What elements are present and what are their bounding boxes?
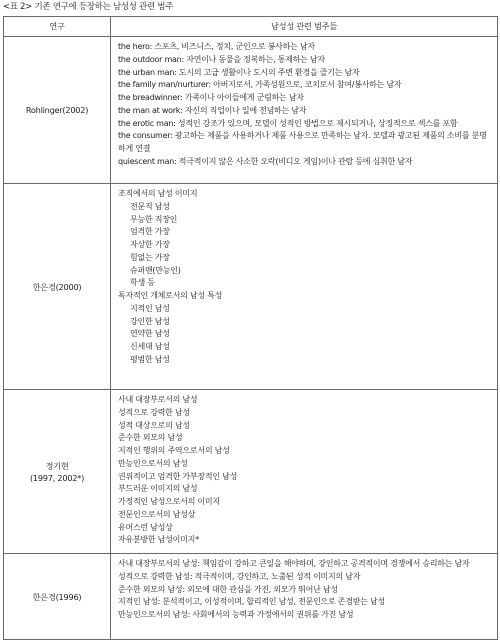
subcategory-item: 평범한 남성 <box>130 354 170 364</box>
study-cell <box>4 390 111 554</box>
subcategory-item: 무능한 직장인 <box>130 214 178 224</box>
category-item: the outdoor man: 자연이나 동물을 정복하는, 통제하는 남자 <box>118 54 325 64</box>
category-item: 사내 대장부로서의 남성: 책임감이 강하고 큰일을 해야하며, 강인하고 공격적이며 경쟁에서 승리하는 남자 <box>118 559 470 568</box>
table-row <box>4 554 498 640</box>
category-item: 전문인으로서의 남성상 <box>118 509 196 519</box>
header-categories: 남성성 관련 범주들 <box>111 17 498 37</box>
study-name: 한은경(1996) <box>32 591 82 602</box>
category-item: 만능인으로서의 남성 <box>118 458 188 468</box>
table-row <box>4 390 498 554</box>
category-item: 자유분방한 남성이미지* <box>118 535 199 545</box>
category-item: 지적인 행위의 주역으로서의 남성 <box>118 446 230 455</box>
category-item: 준수한 외모의 남성 <box>118 433 183 443</box>
subcategory-item: 힘없는 가장 <box>130 252 170 262</box>
study-name: Rohlinger(2002) <box>25 105 89 115</box>
category-item: 조직에서의 남성 이미지 <box>118 189 198 198</box>
category-item: 가정적인 남성으로서의 이미지 <box>118 497 220 506</box>
category-item: 유머스런 남성상 <box>118 522 173 532</box>
study-name: 한은경(2000) <box>32 281 82 292</box>
study-cell <box>4 184 111 390</box>
categories-cell <box>111 554 498 640</box>
table-header-row <box>4 17 498 37</box>
subcategory-item: 연약한 남성 <box>130 329 170 339</box>
table-caption: <표 2> 기존 연구에 등장하는 남성성 관련 범주 <box>3 1 174 11</box>
category-item: 성적으로 강력한 남성 <box>118 407 190 417</box>
study-cell <box>4 37 111 184</box>
category-item: 부드러운 이미지의 남성 <box>118 484 198 494</box>
category-item: 독자적인 개체로서의 남성 특성 <box>118 291 223 300</box>
category-item: the man at work: 자신의 직업이나 일에 전념하는 남자 <box>118 105 307 115</box>
study-name: (1997, 2002*) <box>29 472 85 483</box>
category-item: the consumer: 광고하는 제품을 사용하거나 제품 사용으로 만족하는 남자. 모델과 광고된 제품의 소비를 분명하게 연결 <box>118 131 487 153</box>
category-item: 성적 대상으로의 남성 <box>118 420 190 430</box>
subcategory-item: 엄격한 가장 <box>130 227 170 237</box>
subcategory-item: 전문직 남성 <box>130 201 170 211</box>
category-item: 지적인 남성: 분석적이고, 이성적이며, 합리적인 남성, 전문인으로 존경받는 남성 <box>118 597 385 607</box>
header-study: 연구 <box>4 17 111 37</box>
categories-cell <box>111 184 498 390</box>
subcategory-item: 강인한 남성 <box>130 316 170 326</box>
subcategory-item: 슈퍼맨(만능인) <box>130 265 181 275</box>
study-name: 정기현 <box>45 460 69 471</box>
category-item: 준수한 외모의 남성: 외모에 대한 관심을 가진, 외모가 뛰어난 남성 <box>118 584 338 594</box>
table-row <box>4 37 498 184</box>
subcategory-item: 신세대 남성 <box>130 342 170 351</box>
category-item: 사내 대장부로서의 남성 <box>118 395 198 404</box>
category-item: 성적으로 강력한 남성: 적극적이며, 강인하고, 노출된 성적 이미지의 남자 <box>118 571 361 581</box>
categories-cell <box>111 37 498 184</box>
table-row <box>4 184 498 390</box>
subcategory-item: 자상한 가장 <box>130 240 170 249</box>
category-item: the erotic man: 성적인 강조가 있으며, 모델이 성적인 방법으로 제시되거나, 상징적으로 섹스를 포함 <box>118 118 458 128</box>
subcategory-item: 학생 등 <box>130 278 155 288</box>
subcategory-item: 지적인 남성 <box>130 303 170 313</box>
category-item: 만능인으로서의 남성: 사회에서의 능력과 가정에서의 권위를 가진 남성 <box>118 610 354 619</box>
category-item: the hero: 스포츠, 비즈니스, 정치, 군인으로 봉사하는 남자 <box>118 42 315 51</box>
category-item: the breadwinner: 가족이나 아이들에게 군림하는 남자 <box>118 93 304 102</box>
category-item: the urban man: 도시의 고급 생활이나 도시의 주변 환경을 즐기는 남자 <box>118 67 360 77</box>
study-cell <box>4 554 111 640</box>
category-item: 권위적이고 엄격한 가부장적인 남성 <box>118 471 238 481</box>
categories-cell <box>111 390 498 554</box>
category-table <box>3 16 498 640</box>
category-item: the family man/nurturer: 아버지로서, 가족성원으로, 코치로서 참여/봉사하는 남자 <box>118 80 402 90</box>
category-item: quiescent man: 적극적이지 않은 사소한 오락(비디오 게임)이나 관람 등에 심취한 남자 <box>118 156 413 166</box>
